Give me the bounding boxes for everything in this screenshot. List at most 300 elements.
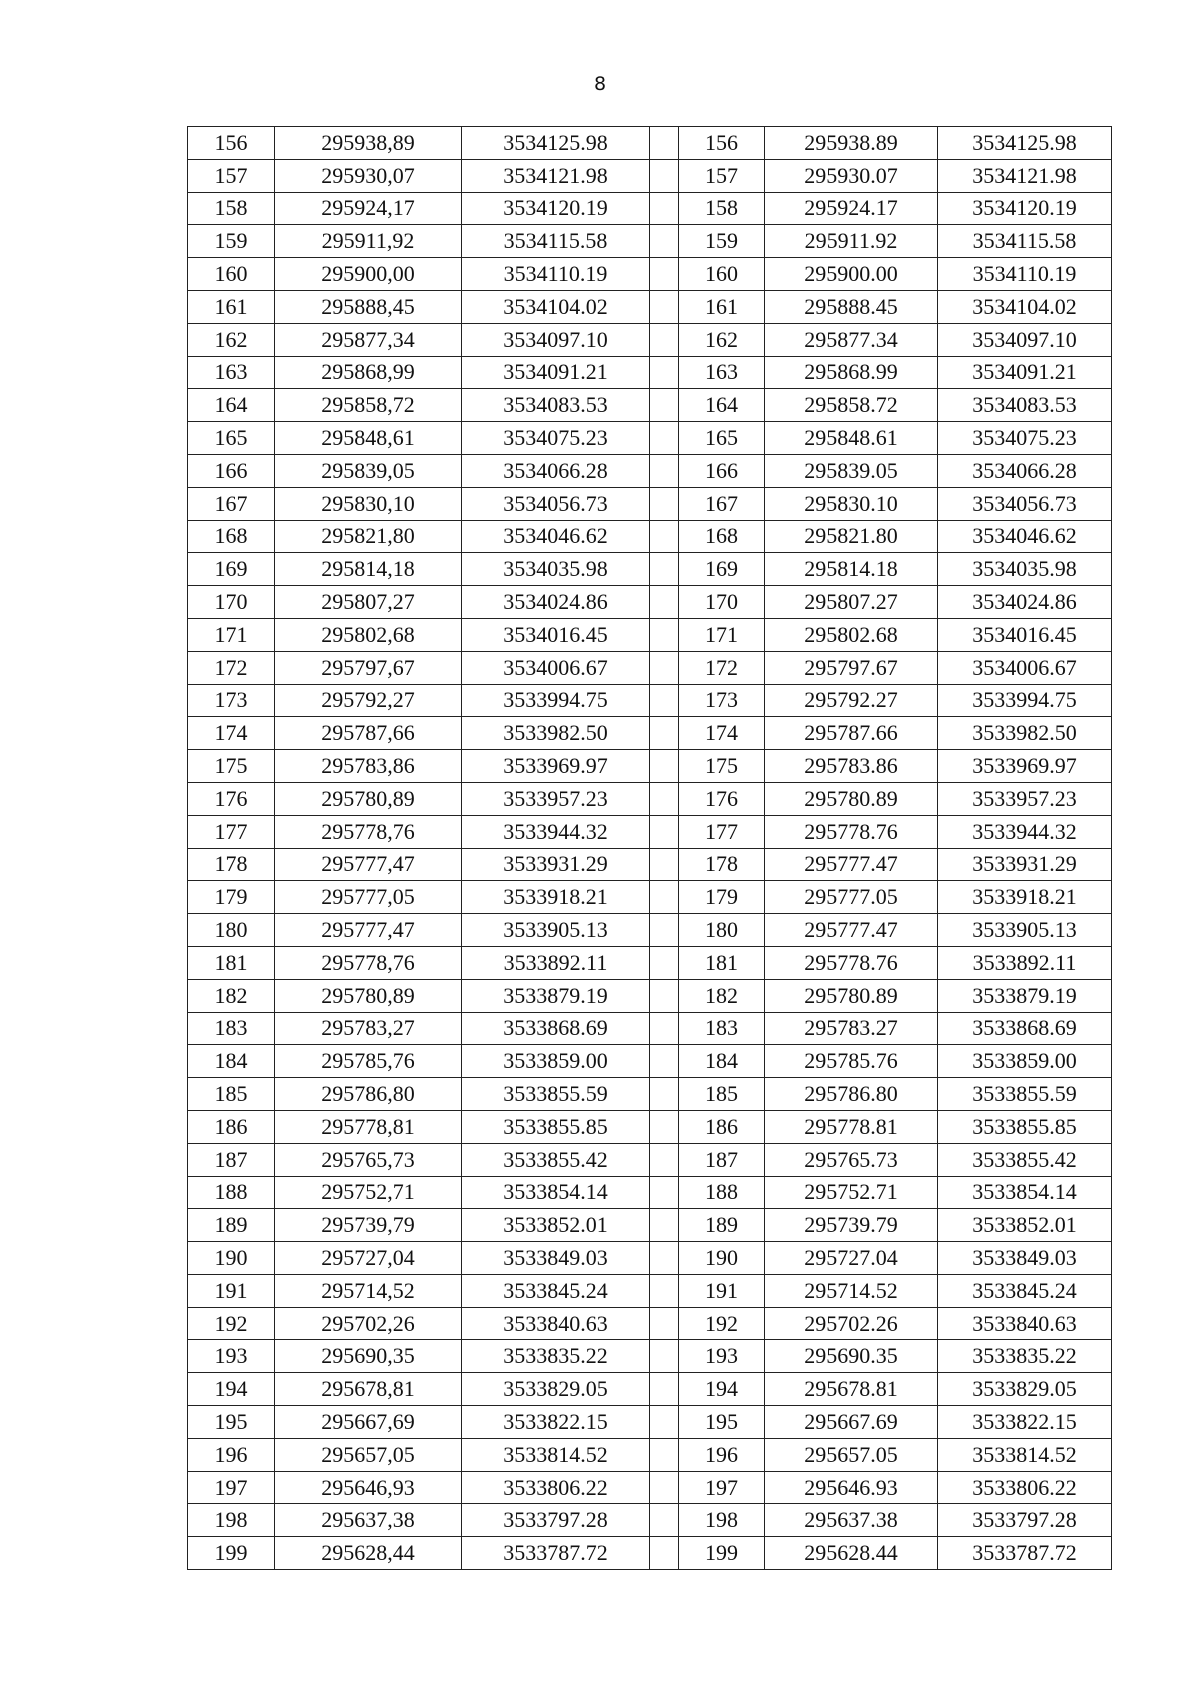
table-row [188,618,1112,651]
point-number-cell: 195 [188,1406,275,1439]
point-number-cell: 165 [188,422,275,455]
x-coordinate-cell: 295938.89 [765,127,938,160]
separator-cell [650,487,679,520]
point-number-cell: 198 [188,1504,275,1537]
point-number-cell: 161 [188,290,275,323]
y-coordinate-cell: 3533957.23 [938,782,1112,815]
point-number-cell: 157 [188,159,275,192]
y-coordinate-cell: 3534035.98 [462,553,650,586]
separator-cell [650,454,679,487]
x-coordinate-cell: 295783.27 [765,1012,938,1045]
table-row [188,717,1112,750]
table-row [188,1045,1112,1078]
x-coordinate-cell: 295657,05 [275,1438,462,1471]
y-coordinate-cell: 3533845.24 [938,1274,1112,1307]
x-coordinate-cell: 295778,76 [275,946,462,979]
y-coordinate-cell: 3533982.50 [462,717,650,750]
point-number-cell: 178 [188,848,275,881]
y-coordinate-cell: 3533994.75 [462,684,650,717]
y-coordinate-cell: 3533855.42 [462,1143,650,1176]
y-coordinate-cell: 3533852.01 [938,1209,1112,1242]
x-coordinate-cell: 295900.00 [765,258,938,291]
x-coordinate-cell: 295778,81 [275,1110,462,1143]
separator-cell [650,1110,679,1143]
point-number-cell: 166 [188,454,275,487]
point-number-cell: 162 [679,323,765,356]
y-coordinate-cell: 3533918.21 [462,881,650,914]
y-coordinate-cell: 3533994.75 [938,684,1112,717]
point-number-cell: 181 [679,946,765,979]
x-coordinate-cell: 295785,76 [275,1045,462,1078]
y-coordinate-cell: 3533797.28 [938,1504,1112,1537]
point-number-cell: 186 [188,1110,275,1143]
table-row [188,1209,1112,1242]
x-coordinate-cell: 295888.45 [765,290,938,323]
y-coordinate-cell: 3533931.29 [462,848,650,881]
y-coordinate-cell: 3533931.29 [938,848,1112,881]
y-coordinate-cell: 3533840.63 [938,1307,1112,1340]
y-coordinate-cell: 3534121.98 [938,159,1112,192]
separator-cell [650,1373,679,1406]
separator-cell [650,684,679,717]
x-coordinate-cell: 295778.76 [765,815,938,848]
point-number-cell: 183 [188,1012,275,1045]
x-coordinate-cell: 295667,69 [275,1406,462,1439]
y-coordinate-cell: 3534046.62 [938,520,1112,553]
separator-cell [650,1078,679,1111]
x-coordinate-cell: 295646.93 [765,1471,938,1504]
table-row [188,454,1112,487]
table-row [188,651,1112,684]
x-coordinate-cell: 295765.73 [765,1143,938,1176]
x-coordinate-cell: 295777.47 [765,914,938,947]
x-coordinate-cell: 295786.80 [765,1078,938,1111]
table-row [188,684,1112,717]
point-number-cell: 177 [679,815,765,848]
y-coordinate-cell: 3533879.19 [462,979,650,1012]
x-coordinate-cell: 295714.52 [765,1274,938,1307]
point-number-cell: 191 [679,1274,765,1307]
table-row [188,127,1112,160]
point-number-cell: 182 [679,979,765,1012]
x-coordinate-cell: 295714,52 [275,1274,462,1307]
separator-cell [650,323,679,356]
y-coordinate-cell: 3533845.24 [462,1274,650,1307]
table-row [188,1274,1112,1307]
point-number-cell: 170 [679,586,765,619]
x-coordinate-cell: 295868.99 [765,356,938,389]
point-number-cell: 163 [188,356,275,389]
separator-cell [650,159,679,192]
separator-cell [650,1176,679,1209]
y-coordinate-cell: 3533905.13 [462,914,650,947]
y-coordinate-cell: 3533835.22 [938,1340,1112,1373]
table-row [188,1176,1112,1209]
x-coordinate-cell: 295777,05 [275,881,462,914]
point-number-cell: 174 [679,717,765,750]
y-coordinate-cell: 3534066.28 [938,454,1112,487]
x-coordinate-cell: 295924,17 [275,192,462,225]
table-row [188,1373,1112,1406]
y-coordinate-cell: 3534024.86 [938,586,1112,619]
point-number-cell: 192 [188,1307,275,1340]
x-coordinate-cell: 295690,35 [275,1340,462,1373]
x-coordinate-cell: 295646,93 [275,1471,462,1504]
x-coordinate-cell: 295858,72 [275,389,462,422]
point-number-cell: 162 [188,323,275,356]
y-coordinate-cell: 3533855.85 [938,1110,1112,1143]
y-coordinate-cell: 3533944.32 [938,815,1112,848]
point-number-cell: 188 [188,1176,275,1209]
x-coordinate-cell: 295783.86 [765,750,938,783]
y-coordinate-cell: 3533806.22 [938,1471,1112,1504]
table-row [188,848,1112,881]
x-coordinate-cell: 295780,89 [275,979,462,1012]
point-number-cell: 179 [188,881,275,914]
separator-cell [650,389,679,422]
separator-cell [650,750,679,783]
x-coordinate-cell: 295930.07 [765,159,938,192]
x-coordinate-cell: 295777,47 [275,848,462,881]
table-row [188,881,1112,914]
point-number-cell: 174 [188,717,275,750]
y-coordinate-cell: 3533969.97 [462,750,650,783]
x-coordinate-cell: 295777.05 [765,881,938,914]
y-coordinate-cell: 3533840.63 [462,1307,650,1340]
y-coordinate-cell: 3534097.10 [938,323,1112,356]
y-coordinate-cell: 3533854.14 [938,1176,1112,1209]
x-coordinate-cell: 295783,27 [275,1012,462,1045]
y-coordinate-cell: 3534104.02 [462,290,650,323]
point-number-cell: 187 [188,1143,275,1176]
point-number-cell: 168 [679,520,765,553]
point-number-cell: 199 [679,1537,765,1570]
y-coordinate-cell: 3534083.53 [938,389,1112,422]
separator-cell [650,586,679,619]
point-number-cell: 193 [679,1340,765,1373]
x-coordinate-cell: 295785.76 [765,1045,938,1078]
y-coordinate-cell: 3533829.05 [462,1373,650,1406]
table-row [188,1340,1112,1373]
point-number-cell: 181 [188,946,275,979]
y-coordinate-cell: 3533854.14 [462,1176,650,1209]
table-row [188,1078,1112,1111]
y-coordinate-cell: 3533855.42 [938,1143,1112,1176]
y-coordinate-cell: 3534125.98 [938,127,1112,160]
table-row [188,782,1112,815]
table-row [188,1438,1112,1471]
point-number-cell: 184 [188,1045,275,1078]
y-coordinate-cell: 3533849.03 [938,1242,1112,1275]
y-coordinate-cell: 3534075.23 [938,422,1112,455]
y-coordinate-cell: 3533982.50 [938,717,1112,750]
point-number-cell: 158 [679,192,765,225]
y-coordinate-cell: 3534097.10 [462,323,650,356]
x-coordinate-cell: 295727,04 [275,1242,462,1275]
point-number-cell: 160 [188,258,275,291]
separator-cell [650,1012,679,1045]
y-coordinate-cell: 3534016.45 [938,618,1112,651]
x-coordinate-cell: 295792,27 [275,684,462,717]
point-number-cell: 178 [679,848,765,881]
x-coordinate-cell: 295797.67 [765,651,938,684]
point-number-cell: 159 [679,225,765,258]
separator-cell [650,881,679,914]
y-coordinate-cell: 3534016.45 [462,618,650,651]
separator-cell [650,946,679,979]
y-coordinate-cell: 3534115.58 [938,225,1112,258]
y-coordinate-cell: 3534091.21 [462,356,650,389]
x-coordinate-cell: 295739,79 [275,1209,462,1242]
y-coordinate-cell: 3533822.15 [462,1406,650,1439]
point-number-cell: 157 [679,159,765,192]
y-coordinate-cell: 3533868.69 [938,1012,1112,1045]
y-coordinate-cell: 3534120.19 [462,192,650,225]
x-coordinate-cell: 295930,07 [275,159,462,192]
y-coordinate-cell: 3534125.98 [462,127,650,160]
point-number-cell: 191 [188,1274,275,1307]
x-coordinate-cell: 295888,45 [275,290,462,323]
x-coordinate-cell: 295786,80 [275,1078,462,1111]
separator-cell [650,1340,679,1373]
x-coordinate-cell: 295802.68 [765,618,938,651]
y-coordinate-cell: 3534104.02 [938,290,1112,323]
point-number-cell: 192 [679,1307,765,1340]
x-coordinate-cell: 295938,89 [275,127,462,160]
point-number-cell: 180 [679,914,765,947]
separator-cell [650,1438,679,1471]
x-coordinate-cell: 295780,89 [275,782,462,815]
separator-cell [650,618,679,651]
table-row [188,946,1112,979]
y-coordinate-cell: 3533855.59 [462,1078,650,1111]
x-coordinate-cell: 295777.47 [765,848,938,881]
point-number-cell: 163 [679,356,765,389]
point-number-cell: 158 [188,192,275,225]
x-coordinate-cell: 295637.38 [765,1504,938,1537]
point-number-cell: 190 [188,1242,275,1275]
point-number-cell: 167 [188,487,275,520]
y-coordinate-cell: 3534006.67 [938,651,1112,684]
x-coordinate-cell: 295868,99 [275,356,462,389]
point-number-cell: 198 [679,1504,765,1537]
separator-cell [650,1045,679,1078]
x-coordinate-cell: 295783,86 [275,750,462,783]
y-coordinate-cell: 3533859.00 [462,1045,650,1078]
x-coordinate-cell: 295690.35 [765,1340,938,1373]
y-coordinate-cell: 3533822.15 [938,1406,1112,1439]
x-coordinate-cell: 295821,80 [275,520,462,553]
point-number-cell: 184 [679,1045,765,1078]
table-row [188,750,1112,783]
y-coordinate-cell: 3533787.72 [938,1537,1112,1570]
table-row [188,159,1112,192]
x-coordinate-cell: 295777,47 [275,914,462,947]
y-coordinate-cell: 3534121.98 [462,159,650,192]
table-row [188,225,1112,258]
table-row [188,586,1112,619]
x-coordinate-cell: 295628.44 [765,1537,938,1570]
point-number-cell: 197 [679,1471,765,1504]
y-coordinate-cell: 3534115.58 [462,225,650,258]
separator-cell [650,1143,679,1176]
x-coordinate-cell: 295877.34 [765,323,938,356]
coordinates-table-body [188,127,1112,1570]
y-coordinate-cell: 3534066.28 [462,454,650,487]
separator-cell [650,979,679,1012]
point-number-cell: 195 [679,1406,765,1439]
y-coordinate-cell: 3534091.21 [938,356,1112,389]
y-coordinate-cell: 3533855.85 [462,1110,650,1143]
x-coordinate-cell: 295678,81 [275,1373,462,1406]
y-coordinate-cell: 3533879.19 [938,979,1112,1012]
y-coordinate-cell: 3534110.19 [938,258,1112,291]
page-number: 8 [593,73,607,95]
y-coordinate-cell: 3534046.62 [462,520,650,553]
x-coordinate-cell: 295752.71 [765,1176,938,1209]
y-coordinate-cell: 3533868.69 [462,1012,650,1045]
y-coordinate-cell: 3534110.19 [462,258,650,291]
y-coordinate-cell: 3533849.03 [462,1242,650,1275]
x-coordinate-cell: 295778.76 [765,946,938,979]
x-coordinate-cell: 295765,73 [275,1143,462,1176]
point-number-cell: 156 [679,127,765,160]
separator-cell [650,914,679,947]
point-number-cell: 167 [679,487,765,520]
y-coordinate-cell: 3534056.73 [938,487,1112,520]
point-number-cell: 180 [188,914,275,947]
y-coordinate-cell: 3533918.21 [938,881,1112,914]
y-coordinate-cell: 3533855.59 [938,1078,1112,1111]
y-coordinate-cell: 3533835.22 [462,1340,650,1373]
y-coordinate-cell: 3533829.05 [938,1373,1112,1406]
point-number-cell: 170 [188,586,275,619]
y-coordinate-cell: 3534056.73 [462,487,650,520]
x-coordinate-cell: 295848.61 [765,422,938,455]
separator-cell [650,290,679,323]
x-coordinate-cell: 295727.04 [765,1242,938,1275]
point-number-cell: 182 [188,979,275,1012]
table-row [188,323,1112,356]
x-coordinate-cell: 295911.92 [765,225,938,258]
x-coordinate-cell: 295814.18 [765,553,938,586]
separator-cell [650,1406,679,1439]
separator-cell [650,1274,679,1307]
x-coordinate-cell: 295787.66 [765,717,938,750]
table-row [188,258,1112,291]
y-coordinate-cell: 3533852.01 [462,1209,650,1242]
y-coordinate-cell: 3534075.23 [462,422,650,455]
point-number-cell: 164 [679,389,765,422]
point-number-cell: 176 [679,782,765,815]
table-row [188,1110,1112,1143]
y-coordinate-cell: 3534024.86 [462,586,650,619]
x-coordinate-cell: 295637,38 [275,1504,462,1537]
point-number-cell: 176 [188,782,275,815]
table-row [188,1012,1112,1045]
x-coordinate-cell: 295830.10 [765,487,938,520]
separator-cell [650,553,679,586]
table-row [188,1242,1112,1275]
x-coordinate-cell: 295752,71 [275,1176,462,1209]
table-row [188,422,1112,455]
point-number-cell: 159 [188,225,275,258]
point-number-cell: 175 [188,750,275,783]
separator-cell [650,258,679,291]
point-number-cell: 179 [679,881,765,914]
x-coordinate-cell: 295702,26 [275,1307,462,1340]
point-number-cell: 197 [188,1471,275,1504]
x-coordinate-cell: 295830,10 [275,487,462,520]
y-coordinate-cell: 3533892.11 [462,946,650,979]
point-number-cell: 161 [679,290,765,323]
point-number-cell: 199 [188,1537,275,1570]
table-row [188,815,1112,848]
point-number-cell: 185 [188,1078,275,1111]
y-coordinate-cell: 3534006.67 [462,651,650,684]
separator-cell [650,1471,679,1504]
table-row [188,389,1112,422]
x-coordinate-cell: 295848,61 [275,422,462,455]
point-number-cell: 168 [188,520,275,553]
x-coordinate-cell: 295780.89 [765,979,938,1012]
x-coordinate-cell: 295821.80 [765,520,938,553]
x-coordinate-cell: 295839.05 [765,454,938,487]
x-coordinate-cell: 295780.89 [765,782,938,815]
table-row [188,192,1112,225]
table-row [188,356,1112,389]
separator-cell [650,1242,679,1275]
table-row [188,487,1112,520]
point-number-cell: 172 [679,651,765,684]
separator-cell [650,1307,679,1340]
separator-cell [650,192,679,225]
point-number-cell: 156 [188,127,275,160]
separator-cell [650,782,679,815]
separator-cell [650,1209,679,1242]
y-coordinate-cell: 3534120.19 [938,192,1112,225]
table-row [188,1307,1112,1340]
point-number-cell: 188 [679,1176,765,1209]
y-coordinate-cell: 3533969.97 [938,750,1112,783]
point-number-cell: 175 [679,750,765,783]
separator-cell [650,815,679,848]
table-row [188,290,1112,323]
x-coordinate-cell: 295657.05 [765,1438,938,1471]
point-number-cell: 183 [679,1012,765,1045]
separator-cell [650,520,679,553]
table-row [188,979,1112,1012]
y-coordinate-cell: 3533892.11 [938,946,1112,979]
point-number-cell: 172 [188,651,275,684]
x-coordinate-cell: 295877,34 [275,323,462,356]
point-number-cell: 177 [188,815,275,848]
point-number-cell: 193 [188,1340,275,1373]
y-coordinate-cell: 3533859.00 [938,1045,1112,1078]
point-number-cell: 173 [679,684,765,717]
x-coordinate-cell: 295792.27 [765,684,938,717]
separator-cell [650,225,679,258]
y-coordinate-cell: 3533944.32 [462,815,650,848]
point-number-cell: 186 [679,1110,765,1143]
x-coordinate-cell: 295911,92 [275,225,462,258]
point-number-cell: 189 [188,1209,275,1242]
point-number-cell: 169 [679,553,765,586]
x-coordinate-cell: 295778,76 [275,815,462,848]
table-row [188,553,1112,586]
separator-cell [650,422,679,455]
separator-cell [650,1504,679,1537]
